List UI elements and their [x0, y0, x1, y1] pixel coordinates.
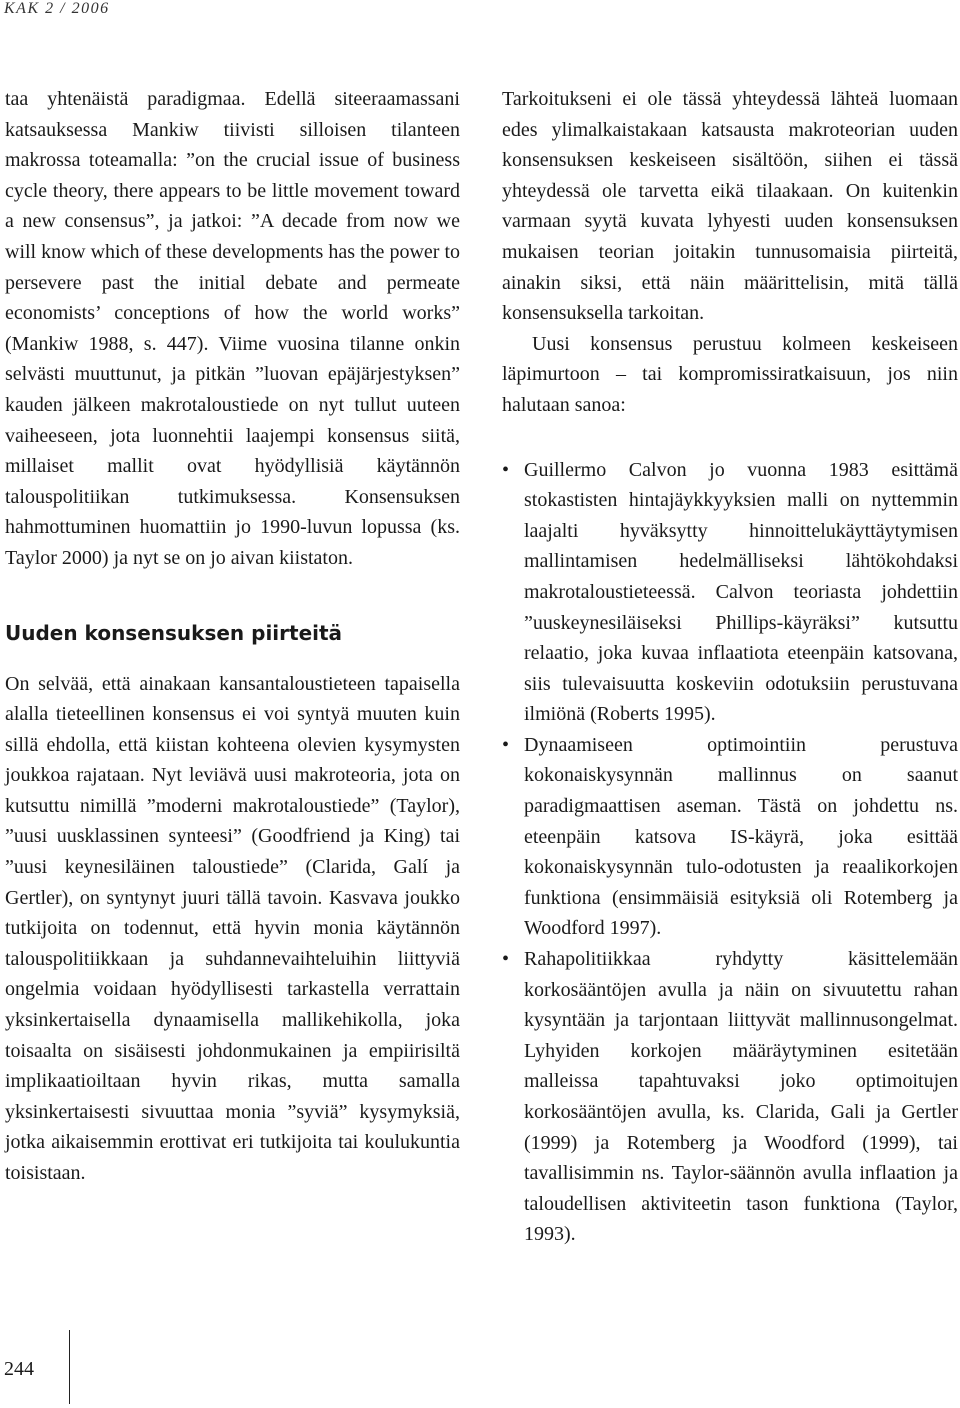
bullet-icon: • [502, 948, 510, 971]
page-number-divider [69, 1330, 70, 1404]
section-heading: Uuden konsensuksen piirteitä [5, 620, 343, 645]
left-paragraph-1: taa yhtenäistä paradigmaa. Edellä siteeraamassani katsauksessa Mankiw tiivisti silloisen tilanteen makrossa toteamalla: ”on the crucial issue of business cycle theory, there appears to be little movement toward a new consensus”, ja jatkoi: ”A decade from now we will know which of these developments has the power to persevere past the initial debate and permeate economists’ conceptions of how the world works” (Mankiw 1988, s. 447). Viime vuosina tilanne onkin selvästi muuttunut, ja pitkän ”luovan epäjärjestyksen” kauden jälkeen makrotaloustiede on nyt tullut uuteen vaiheeseen, jota luonnehtii laajempi konsensus siitä, millaiset mallit ovat hyödyllisiä käytännön talouspolitiikan tutkimuksessa. Konsensuksen hahmottuminen huomattiin jo 1990-luvun lopussa (ks. Taylor 2000) ja nyt se on jo aivan kiistaton. [5, 88, 460, 569]
bullet-list [502, 455, 958, 1250]
right-column [502, 84, 958, 1250]
list-item [502, 944, 958, 1250]
running-head: KAK 2 / 2006 [4, 0, 110, 17]
list-item [502, 730, 958, 944]
bullet-icon: • [502, 733, 510, 756]
left-paragraph-2: On selvää, että ainakaan kansantaloustieteen tapaisella alalla tieteellinen konsensus ei voi syntyä muuten kuin sillä ehdolla, että kiistan kohteena olevien kysymysten joukkoa rajataan. Nyt leviävä uusi makroteoria, jota on kutsuttu nimillä ”moderni makrotaloustiede” (Taylor), ”uusi uusklassinen synteesi” (Goodfriend ja King) tai ”uusi keynesiläinen taloustiede” (Clarida, Galí ja Gertler), on syntynyt juuri tällä tavoin. Kasvava joukko tutkijoita on todennut, että hyvin monia käytännön talouspolitiikkaan ja suhdannevaihteluihin liittyviä ongelmia voidaan hyödyllisesti tarkastella verrattain yksinkertaisella dynaamisella mallikehikolla, joka toisaalta on sisäisesti johdonmukainen ja empiirisiltä implikaatioiltaan hyvin rikas, mutta samalla yksinkertaisesti sivuuttaa monia ”syviä” kysymyksiä, jotka aikaisemmin erottivat eri tutkijoita tai koulukuntia toisistaan. [5, 672, 460, 1184]
list-item-text: Dynaamiseen optimointiin perustuva kokonaiskysynnän mallinnus on saanut paradigmaattisen aseman. Tästä on johdettu ns. eteenpäin katsova IS-käyrä, joka esittää kokonaiskysynnän tulo-odotusten ja reaalikorkojen funktiona (ensimmäisiä esityksiä oli Rotemberg ja Woodford 1997). [524, 733, 958, 940]
right-paragraph-1: Tarkoitukseni ei ole tässä yhteydessä lähteä luomaan edes ylimalkaistakaan katsausta makroteorian uuden konsensuksen keskeiseen sisältöön, siihen ei tässä yhteydessä ole tarvetta eikä tilaakaan. On kuitenkin varmaan syytä kuvata lyhyesti uuden konsensuksen mukaisen teorian joitakin tunnusomaisia piirteitä, ainakin siksi, että näin määrittelisin, mitä tällä konsensuksella tarkoitan. [502, 88, 958, 325]
page-number: 244 [4, 1358, 34, 1380]
list-item-text: Rahapolitiikkaa ryhdytty käsittelemään korkosääntöjen avulla ja näin on sivuutettu rahan kysyntään ja tarjontaan liittyvät mallinnusongelmat. Lyhyiden korkojen määräytyminen esitetään malleissa tapahtuvaksi joko optimoitujen korkosääntöjen avulla, ks. Clarida, Gali ja Gertler (1999) ja Rotemberg ja Woodford (1999), tai tavallisimmin ns. Taylor-säännön avulla inflaation ja taloudellisen aktiviteetin tason funktiona (Taylor, 1993). [524, 948, 958, 1246]
left-column [5, 84, 460, 1189]
list-item [502, 455, 958, 730]
list-item-text: Guillermo Calvon jo vuonna 1983 esittämä stokastisten hintajäykkyyksien malli on nyttemmin laajalti hyväksytty hinnoittelukäyttäytymisen mallintamisen hedelmälliseksi lähtökohdaksi makrotaloustieteessä. Calvon teoriasta johdettiin ”uuskeynesiläiseksi Phillips-käyräksi” kutsuttu relaatio, joka kuvaa inflaatiota eteenpäin katsovana, siis tulevaisuutta koskeviin odotuksiin perustuvana ilmiönä (Roberts 1995). [524, 458, 958, 726]
bullet-icon: • [502, 458, 510, 481]
right-paragraph-2: Uusi konsensus perustuu kolmeen keskeiseen läpimurtoon – tai kompromissiratkaisuun, jos niin halutaan sanoa: [502, 332, 958, 416]
